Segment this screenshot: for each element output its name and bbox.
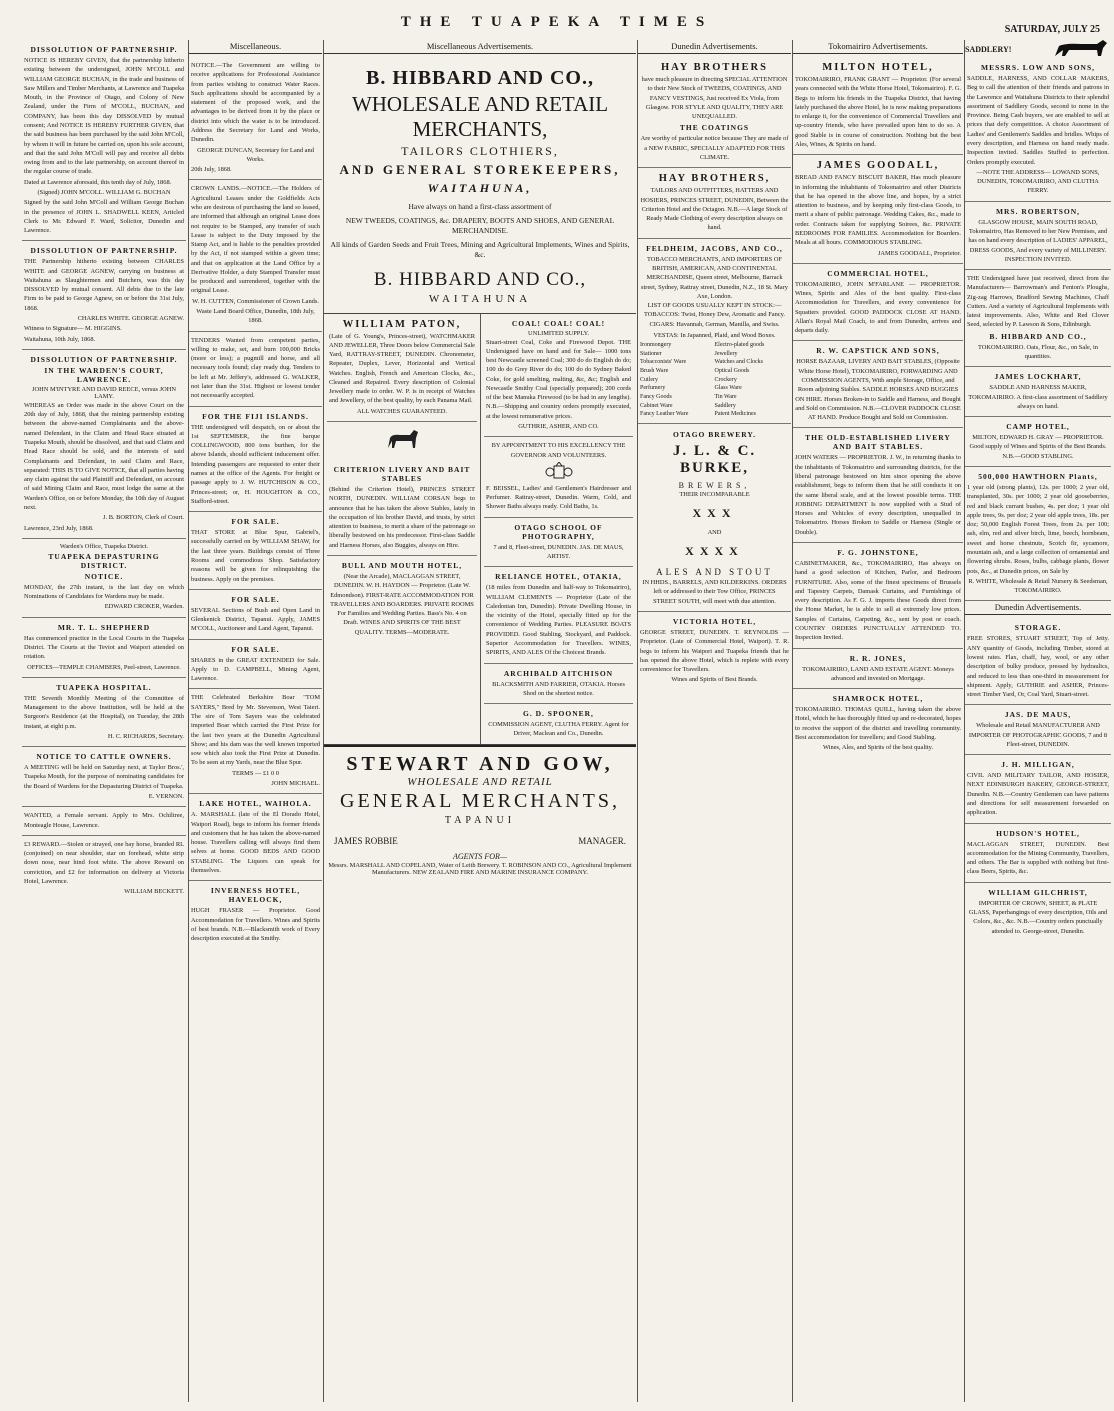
goodall-bakery-ad: [793, 155, 963, 264]
ad-signature: JAMES GOODALL, Proprietor.: [877, 249, 961, 257]
johnstone-ad: [793, 543, 963, 649]
ad-heading: HAY BROTHERS,: [658, 173, 771, 185]
stewart-gow-ad: [324, 745, 636, 883]
ad-body: SHARES in the GREAT EXTENDED for Sale. Apply to D. CAMPBELL, Mining Agent, Lawrence.: [191, 656, 320, 683]
ad-heading: DISSOLUTION OF PARTNERSHIP.: [30, 45, 178, 54]
ad-place-repeat: WAITAHUNA: [428, 292, 532, 305]
ad-body: GLASGOW HOUSE, MAIN SOUTH ROAD, Tokomairiro, Has Removed to her New Premises, and has on hand every description of LADIES' APPAREL, DRESS GOODS, And every variety of MILLINERY. INSPECTION INVITED.: [968, 218, 1108, 263]
ad-body: SADDLE AND HARNESS MAKER, TOKOMAIRIRO. A first-class assortment of Saddlery always on hand.: [968, 384, 1108, 410]
ad-trade: WHOLESALE AND RETAIL MERCHANTS,: [351, 92, 609, 141]
water-races-notice: [189, 57, 322, 180]
depasturing-notice: [22, 539, 186, 618]
ad-body: TOBACCO MERCHANTS, AND IMPORTERS OF BRITISH, AMERICAN, AND CONTINENTAL MERCHANDISE, Queen street, Melbourne, Barrack street, Sydney, Rattray street, Dunedin, N.Z., 18 St. Mary Axe, London.: [641, 255, 788, 300]
ad-body: Wholesale and Retail MANUFACTURER AND IMPORTER OF PHOTOGRAPHIC GOODS, 7 and 8 Fleet-street, DUNEDIN.: [968, 722, 1108, 748]
ad-heading: STEWART AND GOW,: [346, 752, 614, 775]
for-sale-land: [189, 590, 322, 640]
goods-item: Saddlery: [714, 402, 736, 409]
ad-subheading: THE COATINGS: [679, 123, 750, 133]
crown-lands-notice: [189, 180, 322, 331]
ad-body: IMPORTER OF CROWN, SHEET, & PLATE GLASS, Paperhangings of every description, Oils and Colors, &c., &c. N.B.—Country orders punctually attended to. George-street, Dunedin.: [968, 899, 1108, 935]
lockhart-ad: [965, 367, 1111, 417]
newspaper-title: THE TUAPEKA TIMES: [400, 14, 714, 30]
ad-heading: JAS. DE MAUS,: [1004, 710, 1072, 720]
ad-xxxx: XXXX: [685, 544, 744, 559]
boar-ad: [189, 689, 322, 794]
ad-heading: R. R. JONES,: [849, 653, 907, 663]
low-sons-ad: [965, 58, 1111, 202]
ad-case: JOHN M'INTYRE AND DAVID REECE, versus JOHN LAMY.: [32, 385, 176, 400]
ad-heading: FOR THE FIJI ISLANDS.: [202, 411, 309, 421]
saddlery-banner: [965, 40, 1111, 58]
hospital-notice: [22, 678, 186, 747]
ad-items: NEW TWEEDS, COATINGS, &c. DRAPERY, BOOTS AND SHOES, AND GENERAL MERCHANDISE.: [345, 215, 615, 235]
ad-signature: WILLIAM BECKETT.: [124, 888, 184, 896]
hudsons-hotel-ad: [965, 824, 1111, 883]
ad-body: HUGH FRASER — Proprietor. Good Accommodation for Travellers. Wines and Spirits of best brands. N.B.—Blacksmith work of Every description executed at the Smithy.: [191, 907, 320, 943]
ad-signature: EDWARD CROKER, Warden.: [104, 603, 184, 611]
inverness-hotel-ad: [189, 881, 322, 948]
ad-heading: THE OLD-ESTABLISHED LIVERY AND BAIT STABLES.: [805, 433, 951, 452]
ad-signature: GUTHRIE, ASHER, AND CO.: [518, 423, 599, 431]
ad-body: TOKOMAIRIRO, JOHN M'FARLANE — PROPRIETOR. Wines, Spirits and Ales of the best quality. First-class Accommodation for Travellers, and every convenience for Squatters provided. GOOD PADDOCK CLOSE AT HAND. Allan's Royal Mail Coach, to and from Dunedin, arrives and departs daily.: [795, 280, 961, 335]
ad-body: CROWN LANDS.—NOTICE.—The Holders of Agricultural Leases under the Goldfields Acts who are desirous of purchasing the land so leased, are informed that although an original Lease does not require to be Stamped, any transfer of such Lease is subject to the Duty imposed by the Stamp Act, and is liable to the penalties provided by the Act, if not stamped within a given time; and that on application at the Land Office by a Derivative Holder, a duty Stamped Transfer must be produced and surrendered, together with the original Lease.: [191, 185, 320, 295]
storage-ad: [965, 618, 1111, 705]
ad-body: WHEREAS an Order was made in the above Court on the 20th day of July, 1868, that the mining partnership existing between the above-named Complainants and the above-named Defendant, in the Claim and Head Race situated at Tuapeka Mouth, should be dissolved, and that said Claim and Head Race should be sold, and the interests of said Complainants and Defendant, in said Claim and Race, separated: THIS IS TO GIVE NOTICE, that all parties having any claim against the said Plaintiff and Defendant, on account of said Mining Claim and Race, must lodge the same at the Warden's Office, on or before Monday, the 10th day of August next.: [24, 401, 184, 511]
ad-heading: TUAPEKA HOSPITAL.: [56, 682, 152, 692]
ad-address: —NOTE THE ADDRESS— LOWAND SONS, DUNEDIN, TOKOMAIRIRO, AND CLUTHA FERRY.: [976, 168, 1100, 195]
beissel-ad: [484, 437, 633, 517]
ad-heading: ARCHIBALD AITCHISON: [503, 668, 614, 678]
ad-heading: TUAPEKA DEPASTURING DISTRICT.: [48, 551, 160, 570]
goods-item: Crockery: [714, 376, 737, 383]
ad-body: SADDLE, HARNESS, AND COLLAR MAKERS, Beg to call the attention of their friends and patrons in the Lawrence and Waitahuna Districts to their splendid assortment of Saddlery Goods, second to none in the Province. Being Cash buyers, we are enabled to sell at prices that defy competition. A choice Assortment of Ladies' and Gentlemen's Saddles and bridles. Whips of every description, and Harness on hand ready made. Inspection invited. Saddles Stuffed to perfection. Orders promptly executed.: [967, 75, 1109, 166]
ad-witness: Signed by the said John M'Coll and William George Buchan in the presence of JOHN L. SHADWELL KEEN, Articled Clerk to Mr. Edward F. Ward, Solicitor, Dunedin and Lawrence.: [24, 199, 184, 235]
reliance-hotel-ad: [484, 567, 633, 663]
dissolution-notice-1: [22, 40, 186, 241]
ad-heading: COMMERCIAL HOTEL,: [827, 268, 929, 278]
ad-body: JOHN WATERS — PROPRIETOR. J. W., in returning thanks to the inhabitants of Tokomairiro and surrounding districts, for the liberal patronage bestowed on him since opening the above establishment, begs to inform them that he still conducts it on the same liberal scale, and at the lowest possible terms. THE JOBBING DEPARTMENT Is now supplied with a Stud of Horses and Vehicles of every description, unequalled in Tokomairiro. Horses Broken to Saddle or Harness (Single or Double).: [795, 454, 961, 536]
ad-body: A MEETING will be held on Saturday next, at Taylor Bros.', Tuapeka Mouth, for the purpose of nominating candidates for the Board of Wardens for the Depasturing District of Tuapeka.: [24, 764, 184, 790]
ad-body: CIVIL AND MILITARY TAILOR, AND HOSIER, NEXT EDINBURGH BAKERY, GEORGE-STREET, Dunedin. N.B.—Country Gentlemen can have patterns and directions for self measurement forwarded on application.: [967, 772, 1109, 817]
column-3-split: [324, 314, 636, 745]
goods-item: Electro-plated goods: [714, 341, 765, 348]
goods-item: Cutlery: [640, 376, 658, 383]
milligan-ad: [965, 755, 1111, 823]
goods-item: Tobacconists' Ware: [640, 359, 687, 366]
ad-body: THE Undersigned have just received, direct from the Manufacturers— Barrowman's and Fenton's Ploughs, Zig-zag Harrows, Bradford Sewing Machines, Chaff Cutters. And a variety of Agricultural Implements with latest improvements. Also, White and Red Clover Seed, selected by P. Lawson & Sons, Edinburgh.: [967, 275, 1109, 329]
ad-date: Waitahuna, 10th July, 1868.: [24, 335, 96, 343]
reward-ad: [22, 836, 186, 902]
ad-body: 7 and 8, Fleet-street, DUNEDIN. JAS. DE MAUS, ARTIST.: [493, 543, 624, 560]
ad-date: Dated at Lawrence aforesaid, this tenth day of July, 1868.: [24, 178, 172, 186]
horse-icon: [382, 426, 422, 456]
victoria-hotel-ad: [638, 612, 791, 690]
milton-hotel-ad: [793, 57, 963, 155]
ad-heading: CRITERION LIVERY AND BAIT STABLES: [333, 465, 471, 484]
ad-signature: W. H. CUTTEN, Commissioner of Crown Lands.: [192, 297, 319, 305]
ad-body: MONDAY, the 27th instant, is the last day on which Nominations of Candidates for Wardens may be made.: [24, 583, 184, 601]
goods-item: Perfumery: [640, 385, 666, 392]
goods-cigars: CIGARS: Havannah, German, Manilla, and Swiss.: [649, 321, 780, 329]
ad-footer: Wines and Spirits of Best Brands.: [671, 676, 758, 684]
ad-trade-3: AND GENERAL STOREKEEPERS,: [339, 162, 621, 177]
ad-body: SEVERAL Sections of Bush and Open Land in Glenkenick District, Tapanui. Apply, JAMES M'COLL, Auctioneer and Land Agent, Tapanui.: [191, 606, 320, 633]
ad-date: Waste Land Board Office, Dunedin, 18th July, 1868.: [196, 308, 315, 325]
ad-terms: TERMS — £1 0 0: [232, 769, 279, 777]
ad-heading: J. H. MILLIGAN,: [1001, 760, 1075, 770]
camp-hotel-ad: [965, 417, 1111, 467]
cattle-owners-notice: [22, 747, 186, 807]
ad-body: £3 REWARD.—Stolen or strayed, one bay horse, branded RL (conjoined) on near shoulder, star on forehead, white strip down nose, near hind foot white. The above Reward on conviction, and £2 for information on delivery at Victoria Hotel, Lawrence.: [24, 840, 184, 885]
ad-body: GEORGE STREET, DUNEDIN. T. REYNOLDS — Proprietor. (Late of Commercial Hotel, Waipori). T. R. begs to inform his Waipori and Tuapeka friends that he has opened the above Hotel, which is replete with every convenience for Travellers.: [640, 628, 789, 674]
goods-vestas: VESTAS: In Japanned, Plaid, and Wood Boxes.: [653, 331, 776, 339]
ad-heading: BULL AND MOUTH HOTEL,: [341, 561, 463, 570]
column-heading: Dunedin Advertisements.: [638, 40, 791, 54]
lake-hotel-ad: [189, 794, 322, 881]
ad-heading: STORAGE.: [1014, 623, 1062, 633]
paton-ad: [327, 314, 477, 423]
ad-signature: CHARLES WHITE. GEORGE AGNEW.: [77, 315, 184, 323]
spooner-ad: [484, 704, 633, 744]
ad-trade: WHOLESALE AND RETAIL: [407, 775, 553, 788]
ad-signature: (Signed) JOHN M'COLL. WILLIAM G. BUCHAN: [37, 188, 171, 196]
ad-body: HORSE BAZAAR, LIVERY AND BAIT STABLES, (Opposite White Horse Hotel), TOKOMAIRIRO, FORWARDING AND COMMISSION AGENTS, With ample Storage, Office, and Room adjoining Stables. SADDLE HORSES AND BUGGIES ON HIRE. Horses Broken-in to Saddle and Harness, and Bought and Sold on Commission. N.B.—CLOVER PADDOCK CLOSE AT HAND. Produce Bought and Sold on Commission.: [795, 358, 961, 422]
ad-heading: VICTORIA HOTEL,: [672, 616, 757, 626]
masthead: [0, 0, 1114, 36]
fiji-shipping-ad: [189, 407, 322, 513]
coal-ad: [484, 314, 633, 438]
ad-body: Has commenced practice in the Local Courts in the Tuapeka District. The Courts at the Teviot and Waipori attended on rotation.: [24, 634, 184, 661]
ad-subheading: NOTICE.: [84, 571, 124, 581]
goods-item: Watches and Clocks: [714, 359, 764, 366]
hay-brothers-ad: [638, 57, 791, 168]
goods-item: Fancy Goods: [640, 394, 672, 401]
ad-heading: FOR SALE.: [231, 594, 280, 604]
ad-heading: JAMES GOODALL,: [816, 160, 940, 172]
gilchrist-ad: [965, 883, 1111, 941]
ad-signature: H. C. RICHARDS, Secretary.: [107, 732, 184, 740]
ad-signature: JOHN MICHAEL.: [271, 780, 320, 787]
goods-tobacco: TOBACCOS: Twist, Honey Dew, Aromatic and Fancy.: [643, 311, 786, 319]
column-3: [323, 40, 636, 1402]
ad-heading: WILLIAM PATON,: [342, 318, 462, 330]
column-2: [188, 40, 322, 1402]
ad-body: (Late of G. Young's, Princes-street), WATCHMAKER AND JEWELLER, Three Doors below Commercial Sale Yard, RATTRAY-STREET, DUNEDIN. Chronometer, Repeater, Duplex, Lever, Horizontal and Vertical Watches. English, French and American Clocks, &c., Cleaned and Repaired. Every description of Colonial Jewellery made to order. W. P. is in receipt of Watches and Jewellery, of the best quality, by each Panama Mail.: [329, 332, 475, 405]
ad-heading: HAY BROTHERS: [661, 62, 768, 73]
ad-body: TOKOMAIRIRO, LAND AND ESTATE AGENT. Moneys advanced and invested on Mortgage.: [802, 665, 954, 682]
ad-heading: OTAGO SCHOOL OF PHOTOGRAPHY,: [514, 522, 603, 541]
column-3-right: [480, 314, 636, 744]
ad-body: (18 miles from Dunedin and half-way to Tokomairiro), WILLIAM CLEMENTS — Proprietor (Late of the Caledonian Inn, Dunedin). Private Dwelling House, in the vicinity of the Hotel, specially fitted up for the convenience of Wedding Parties. PLEASURE BOATS PROVIDED. Good Stabling, Stockyard, and Paddock. Superior Accommodation for Travellers. WINES, SPIRITS, AND ALES Of the Choicest Brands.: [486, 584, 631, 657]
ad-agents-list: Messrs. MARSHALL AND COPELAND, Water of Leith Brewery. T. ROBINSON AND CO., Agricultural Implement Manufacturers. NEW ZEALAND FIRE AND MARINE INSURANCE COMPANY.: [328, 861, 632, 876]
ad-heading: WILLIAM GILCHRIST,: [988, 887, 1088, 897]
ad-heading: F. G. JOHNSTONE,: [837, 547, 919, 557]
ad-body: THE Celebrated Berkshire Boar "TOM SAYERS," Bred by Mr. Stevenson, West Taieri. The sire of Tom Sayers was the celebrated imported Boar which carried the First Prize for the last two years at the Dunedin Agricultural Show; and his dam was the well known imported sow which also took the First Prize at Dunedin. To be seen at my Yards, near the Blue Spur.: [191, 694, 320, 767]
ad-heading: MILTON HOTEL,: [822, 62, 934, 73]
ad-body: TENDERS Wanted from competent parties, willing to make, set, and burn 100,000 Bricks (more or less); a pugmill and horse, and all necessary tools found; clay ready dug. Tenders to be left at Mr. Jeffery's, addressed G. WALKER, not later than the 31st. Highest or lowest tender not necessarily accepted.: [191, 336, 320, 400]
section-heading: Dunedin Advertisements.: [965, 601, 1111, 615]
ad-trade-2: TAILORS CLOTHIERS,: [401, 144, 559, 158]
ad-body: THE Partnership hitherto existing between CHARLES WHITE and GEORGE AGNEW, carrying on business at Waitahuna as Slaughtermen and Butchers, was this day DISSOLVED by mutual consent. All debts due to the late Firm to be paid to George Agnew, on or before the 31st July, 1868.: [24, 258, 184, 312]
ad-heading: R. W. CAPSTICK AND SONS,: [816, 346, 940, 356]
ad-body: Have always on hand a first-class assortment of: [408, 202, 552, 211]
waters-stables-ad: [793, 428, 963, 543]
goods-heading: LIST OF GOODS USUALLY KEPT IN STOCK:—: [647, 302, 782, 310]
saddlery-label: SADDLERY!: [965, 44, 1012, 54]
shepherd-ad: [22, 618, 186, 678]
ad-seeds: All kinds of Garden Seeds and Fruit Trees, Mining and Agricultural Implements, Wines and Spirits, &c.: [330, 239, 630, 259]
tenders-ad: [189, 332, 322, 407]
ad-address: OFFICES—TEMPLE CHAMBERS, Peel-street, Lawrence.: [27, 663, 181, 671]
column-heading: Miscellaneous.: [189, 40, 322, 54]
ad-body-2: Are worthy of particular notice because They are made of a NEW FABRIC, SPECIALLY ADAPTED FOR THIS CLIMATE.: [640, 135, 789, 161]
ad-brewer-name: J. L. & C. BURKE,: [672, 443, 757, 477]
ad-heading: G. D. SPOONER,: [523, 709, 594, 719]
ad-heading: FOR SALE.: [231, 644, 280, 654]
ad-body: IN HHDS., BARRELS, AND KILDERKINS. ORDERS left or addressed to their Tow Office, PRINCES STREET SOUTH, will meet with due attention.: [642, 579, 787, 605]
ad-body: NOTICE.—The Government are willing to receive applications for Professional Assistance from parties wishing to construct Water Races. Such applications should be accompanied by a statement of the proposed work, and the advantages to be derived from it by the place or district into which the water is to be introduced. Address the Secretary for Land and Works, Dunedin.: [191, 62, 320, 144]
ad-heading: DISSOLUTION OF PARTNERSHIP.: [30, 354, 178, 364]
ad-xxx: XXX: [692, 506, 737, 521]
ad-body: CABINETMAKER, &c., TOKOMAIRIRO, Has always on hand a good selection of Kitchen, Parlor, and Bedroom FURNITURE. Also, some of the finest specimens of Brussels and Tapestry Carpets, Damask Curtains, and Furnishings of every description. As F. G. J. imports these Goods direct from the Home Market, he is able to sell at extremely low prices. Samples of Curtains, Carpeting, &c., sent by post or coach. COUNTRY ORDERS PUNCTUALLY ATTENDED TO. Inspection Invited.: [795, 559, 961, 642]
ad-place: TAPANUI: [444, 814, 516, 826]
goods-item: Stationer: [640, 350, 662, 357]
column-1: [22, 40, 186, 1402]
robertson-ad: [965, 202, 1111, 270]
ad-ales: ALES AND STOUT: [656, 567, 773, 578]
ad-appointment: BY APPOINTMENT TO HIS EXCELLENCY THE GOVERNOR AND VOLUNTEERS.: [491, 442, 626, 459]
wardens-court-notice: [22, 350, 186, 539]
goods-item: Jewellery: [714, 350, 738, 357]
capstick-ad: [793, 341, 963, 428]
ad-body: FREE STORES, STUART STREET, Top of Jetty. ANY quantity of Goods, including Timber, stored at lowest rates. Flax, chaff, hay, wool, or any other description of bulky produce, pressed by hydraulics, and reduced to less than one-third in measurement for shipment. Apply, GUTHRIE and ASHER, Princes-street Timber Yard, Or, Coal Yard, Stuart-street.: [967, 635, 1109, 699]
for-sale-store: [189, 512, 322, 590]
column-5: [792, 40, 963, 1402]
ad-date: Lawrence, 23rd July, 1868.: [24, 524, 94, 532]
hibbard-ad: [324, 57, 636, 314]
ad-heading: INVERNESS HOTEL, HAVELOCK,: [210, 886, 301, 905]
ad-heading: SHAMROCK HOTEL,: [832, 694, 924, 704]
issue-date: SATURDAY, JULY 25: [1004, 24, 1100, 35]
ad-heading: B. HIBBARD AND CO.,: [989, 331, 1087, 341]
goods-item: Brush Ware: [640, 367, 669, 374]
ad-office: Warden's Office, Tuapeka District.: [59, 542, 149, 550]
goods-item: Cabinet Ware: [640, 402, 673, 409]
ad-body: BLACKSMITH AND FARRIER, OTAKIA. Horses Shod on the shortest notice.: [492, 680, 625, 697]
ad-body: TOKOMAIRIRO. THOMAS QUILL, having taken the above Hotel, which he has thoroughly fitted up and re-decorated, hopes to receive the support of the district and travelling community. Best accommodation for travellers; and Good Stabling.: [795, 706, 961, 741]
royal-arms-icon: [544, 462, 574, 482]
ad-trade-2: GENERAL MERCHANTS,: [340, 789, 620, 812]
wanted-ad: [22, 807, 186, 836]
goods-item: Optical Goods: [714, 367, 750, 374]
shamrock-hotel-ad: [793, 689, 963, 757]
ad-heading: 500,000 HAWTHORN Plants,: [978, 472, 1098, 481]
ad-body: MILTON, EDWARD H. GRAY — PROPRIETOR. Good supply of Wines and Spirits of the Best Brands. N.B.—GOOD STABLING.: [969, 434, 1107, 460]
ad-incomparable: THEIR INCOMPARABLE: [679, 491, 750, 499]
column-heading: Tokomairiro Advertisements.: [793, 40, 963, 54]
ad-subheading: IN THE WARDEN'S COURT, LAWRENCE.: [44, 365, 164, 384]
goods-item: Ironmongery: [640, 341, 672, 348]
ad-heading: MRS. ROBERTSON,: [995, 206, 1081, 216]
ad-heading: COAL! COAL! COAL!: [511, 318, 606, 328]
ad-heading: FELDHEIM, JACOBS, AND CO.,: [646, 243, 783, 253]
ad-heading: LAKE HOTEL, WAIHOLA.: [199, 799, 312, 809]
hay-brothers-ad-2: [638, 168, 791, 238]
ad-body: TOKOMAIRIRO, FRANK GRANT — Proprietor. (For several years connected with the White Horse Hotel, Tokomairiro). F. G. Begs to inform his friends in the Tuapeka District, that having lately purchased the above Hotel, he is now making preparations to enlarge it, for the convenience of Commercial Travellers and up-country friends, who have prevailed upon him to do so. A good Stable is in course of construction. Nothing but the best Ales, Wines, & Spirits on hand.: [795, 76, 961, 148]
for-sale-shares: [189, 640, 322, 690]
ad-date: 20th July, 1868.: [191, 166, 232, 174]
photography-ad: [484, 518, 633, 568]
ad-footer: Wines, Ales, and Spirits of the best quality.: [822, 744, 934, 752]
goods-item: Fancy Leather Ware: [640, 411, 689, 418]
column-4: [637, 40, 791, 1402]
ad-body: COMMISSION AGENT, CLUTHA FERRY. Agent for Driver, Maclean and Co., Dunedin.: [488, 721, 629, 738]
ad-body: MACLAGGAN STREET, DUNEDIN. Best accommodation for the Mining Community, Travellers, and others. The Bar is supplied with nothing but first-class Beers, Spirits, &c.: [967, 840, 1109, 876]
goods-item: Patent Medicines: [714, 411, 756, 418]
ad-witness: Witness to Signature— M. HIGGINS.: [24, 325, 122, 333]
aitchison-ad: [484, 664, 633, 705]
goods-item: Glass Ware: [714, 385, 742, 392]
ad-body-2: TOKOMAIRIRO. Oats, Flour, &c., on Sale, in quantities.: [978, 343, 1098, 361]
ad-body: NOTICE IS HEREBY GIVEN, that the partnership hitherto existing between the undersigned, JOHN M'COLL and WILLIAM GEORGE BUCHAN, in the trade and business of Saw Millers and Timber Merchants, at Lawrence and Tuapeka Mouth, in the Province of Otago, and Colony of New Zealand, under the Firm of M'COLL, BUCHAN, and COMPANY, has been this day DISSOLVED by mutual consent; And NOTICE IS HEREBY FURTHER GIVEN, that the said business has been purchased by the said John M'Coll, by whom it will in future be carried on, upon his sole account, and that the said John M'Coll will pay and receive all debts owing from and to the late partnership, on account thereof in the regular course of trade.: [24, 57, 184, 176]
ad-body: 1 year old (strong plants), 12s. per 1000; 2 year old, transplanted, 30s. per 1000; 2 year old gooseberries, red and black currant bushes, 4s. per doz; 1 year old apple trees, 9s. per doz; 2 year old apple trees, 18s. per doz; 50,000 English Forest Trees, from 2s. per 100; ash, elm, red and silver birch, lime, beech, hornbeam, sweet and horse chestnuts, Scotch fir, sycamore, mountain ash, and a large collection of ornamental and flowering shrubs. Roses, bulbs, cabbage plants, flower pots, &c., at Dunedin prices, on Sale by: [967, 484, 1109, 575]
ad-place: WAITAHUNA,: [427, 181, 533, 195]
horse-icon: [1051, 40, 1111, 58]
ad-heading: MESSRS. LOW AND SONS,: [980, 63, 1095, 72]
ad-body: THE Seventh Monthly Meeting of the Committee of Management to the above Institution, will be held at the Surgeon's Residence (at the Hospital), on Tuesday, the 28th instant, at eight p.m.: [24, 694, 184, 730]
ad-signature: J. B. BORTON, Clerk of Court.: [103, 514, 184, 522]
implements-ad: [965, 270, 1111, 367]
commercial-hotel-ad: [793, 264, 963, 342]
ad-heading: CAMP HOTEL,: [1006, 422, 1070, 432]
ad-signature: R. WHITE, Wholesale & Retail Nursery & Seedsman, TOKOMAIRIRO.: [968, 577, 1108, 595]
column-6: [964, 40, 1111, 1402]
ad-body: Stuart-street Coal, Coke and Firewood Depot. THE Undersigned have on hand and for Sale— 1000 tons best Newcastle screened Coal; 300 do do English do do; 100 do do Grey River do do; 100 do do Sydney Baked Coke, for gold smelting, malting, &c, &c; English and Newcastle Smithy Coal (specially prepared); 200 cords of the best Manuka Firewood (to be had in any lengths). N.B.—Shipping and country orders promptly executed, at the lowest remunerative prices.: [486, 338, 631, 420]
column-heading: Miscellaneous Advertisements.: [324, 40, 636, 54]
ad-trade: BREWERS,: [678, 481, 751, 491]
burke-brewery-ad: [638, 424, 791, 612]
criterion-stables-ad: [327, 460, 477, 556]
ad-body: A. MARSHALL (late of the El Dorado Hotel, Waipori Road), begs to inform his former friends and customers that he has taken the above-named house. Travellers calling will always find them selves at home. GOOD BEDS AND GOOD STABLING. The Liquors can speak for themselves.: [191, 811, 320, 874]
goods-list: [640, 341, 789, 419]
ad-heading: FOR SALE.: [231, 517, 280, 527]
ad-body: have much pleasure in directing SPECIAL ATTENTION to their New Stock of TWEEDS, COATINGS, AND FANCY VESTINGS, Just received Ex Viola, from Glasgow. FOR STYLE AND QUALITY, THEY ARE UNEQUALLED.: [641, 76, 788, 121]
ad-heading: DISSOLUTION OF PARTNERSHIP.: [30, 246, 178, 256]
ad-manager-title: MANAGER.: [578, 835, 626, 846]
ad-body: TAILORS AND OUTFITTERS, HATTERS AND HOSIERS, PRINCES STREET, DUNEDIN, Between the Criterion Hotel and the Octagon. N.B.—A large Stock of Ready Made Clothing of every description always on hand.: [640, 187, 789, 232]
ad-heading: OTAGO BREWERY.: [673, 430, 756, 440]
ad-body: THE undersigned will despatch, on or about the 1st SEPTEMBER, the fine barque COLLINGWOOD, 800 tons burthen, for the above Islands, should sufficient inducement offer. Intending passengers are requested to enter their names at the office of the Agents. For freight or passage apply to J. W. HUTCHISON & CO., Princes-street; or, H. HOUGHTON & CO., Stafford-street.: [191, 423, 320, 505]
ad-heading: B. HIBBARD AND CO.,: [366, 67, 594, 89]
feldheim-ad: [638, 239, 791, 424]
ad-heading: JAMES LOCKHART,: [994, 372, 1082, 382]
hawthorn-ad: [965, 467, 1111, 601]
ad-body: F. BEISSEL, Ladies' and Gentlemen's Hairdresser and Perfumer. Rattray-street, Dunedin. Warm, Cold, and Shower Baths always ready. Cold Baths, 1s.: [486, 484, 631, 511]
ad-and: AND: [707, 529, 722, 537]
ad-signature: E. VERNON.: [148, 793, 184, 801]
ad-heading: HUDSON'S HOTEL,: [996, 828, 1080, 838]
ad-body: BREAD AND FANCY BISCUIT BAKER, Has much pleasure in informing the inhabitants of Tokomairiro and other Districts that he has opened in the above line, and hopes, by a strict attention to business, and by keeping only first-class Goods, to merit a share of public patronage. Wedding Cakes, &c., made to order. Contracts taken for supplying Soirees, &c. PRIVATE BEDROOMS FOR FAMILIES. Accommodation for Boarders. Meals at all hours. COMMODIOUS STABLING.: [795, 174, 961, 247]
column-3-left: [324, 314, 480, 744]
ad-subheading: UNLIMITED SUPPLY.: [527, 329, 590, 337]
ad-body: (Behind the Criterion Hotel), PRINCES STREET NORTH, DUNEDIN. WILLIAM CORSAN begs to announce that he has taken the above Stables, lately in the occupation of his brother David, and trusts, by strict attention to business, to merit a share of the patronage so liberally bestowed on his predecessor. First-class Saddle and Harness Horses, also Buggies, always on Hire.: [329, 486, 475, 549]
ad-heading-repeat: B. HIBBARD AND CO.,: [373, 268, 587, 290]
ad-body: WANTED, a Female servant. Apply to Mrs. Ochiltree, Monteagle House, Lawrence.: [24, 812, 184, 829]
ad-manager-row: [334, 836, 626, 846]
ad-agents-heading: AGENTS FOR—: [453, 851, 507, 861]
bull-mouth-hotel-ad: [327, 556, 477, 642]
jones-ad: [793, 649, 963, 690]
ad-body: (Near the Arcade), MACLAGGAN STREET, DUNEDIN. W. H. HAYDON — Proprietor. (Late W. Edmondson). FIRST-RATE ACCOMMODATION FOR TRAVELLERS AND BOARDERS. PRIVATE ROOMS For Families and Wedding Parties. Bass's No. 4 on Draft. WINES AND SPIRITS OF THE BEST QUALITY. TERMS—MODERATE.: [330, 573, 474, 636]
ad-heading: RELIANCE HOTEL, OTAKIA,: [495, 572, 622, 582]
goods-item: Tin Ware: [714, 394, 737, 401]
ad-manager-name: JAMES ROBBIE: [334, 835, 398, 846]
de-maus-ad: [965, 705, 1111, 755]
ad-body: THAT STORE at Blue Spur, Gabriel's, successfully carried on by WILLIAM SHAW, for the last three years. Buildings consist of Three Rooms and commodious Shop. Satisfactory reasons will be given for relinquishing the business. Apply on the premises.: [191, 529, 320, 583]
ad-heading: MR. T. L. SHEPHERD: [57, 622, 151, 632]
ad-guarantee: ALL WATCHES GUARANTEED.: [357, 407, 447, 415]
ad-signature: GEORGE DUNCAN, Secretary for Land and Works.: [197, 146, 314, 163]
dissolution-notice-2: [22, 241, 186, 350]
ad-heading: NOTICE TO CATTLE OWNERS.: [36, 752, 172, 762]
